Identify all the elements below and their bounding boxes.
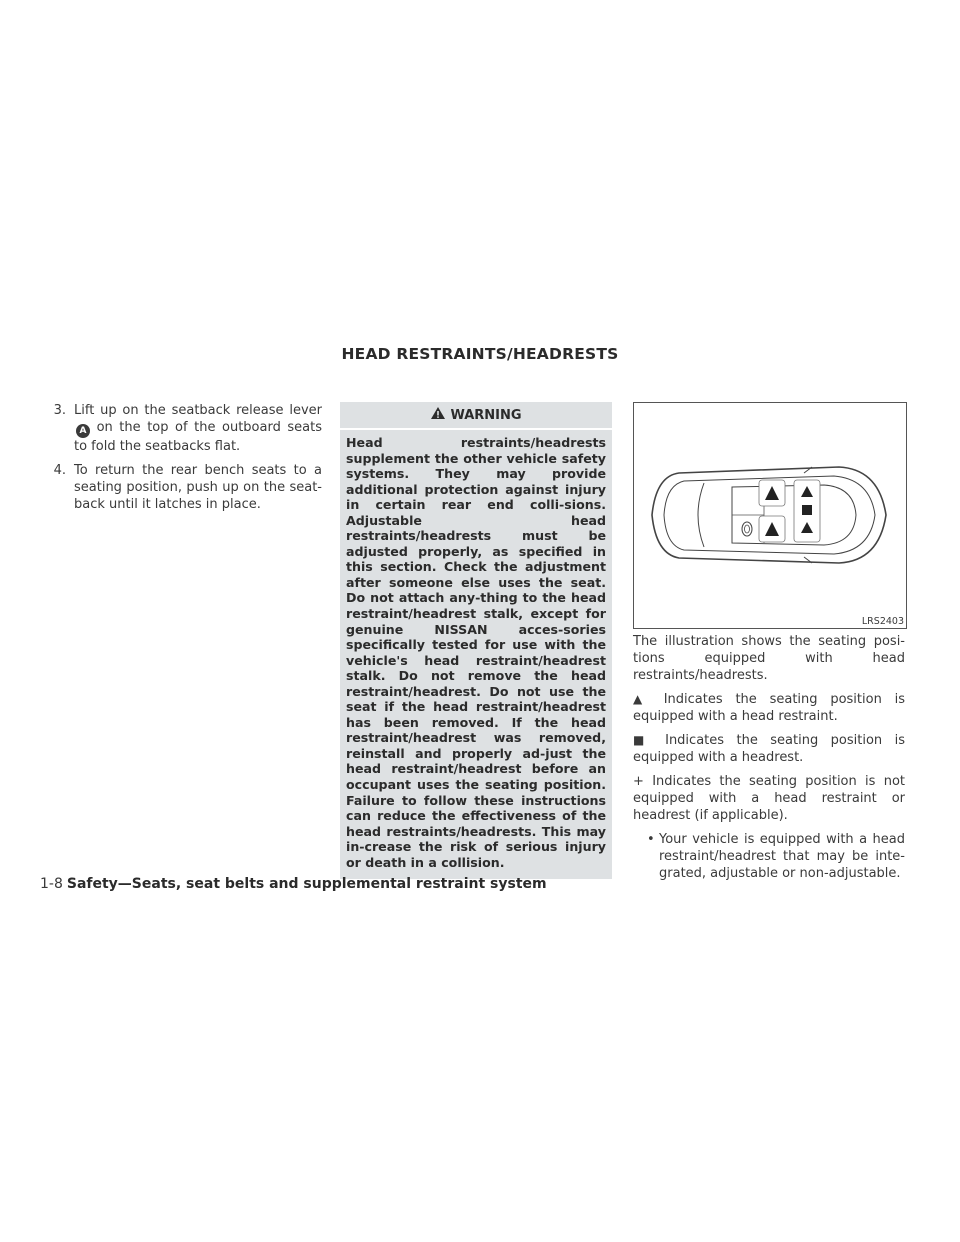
warning-header [340,402,612,430]
bullet-icon: • [647,832,655,847]
step-text-after: on the top of the outboard seats to fold the seatbacks flat. [74,420,322,454]
callout-a-icon: A [76,424,90,438]
triangle-legend [633,691,905,725]
step-number: 4. [53,463,66,478]
step-text-before: Lift up on the seatback release lever [74,403,322,418]
car-top-view-seating-diagram [634,403,906,628]
plus-legend-text: Indicates the seating position is not equipped with a head restraint or headrest (if applicable). [633,774,905,823]
figure-label: LRS2403 [861,616,904,627]
warning-box [340,402,612,879]
warning-text: Head restraints/headrests supplement the other vehicle safety systems. They may provide additional protection against injury in certain rear end colli-sions. Adjustable head restraints/headrests must be adjusted properly, as specified in this section. Check the adjustment after someone else uses the seat. Do not attach any-thing to the head restraint/headrest stalk, except for genuine NISSAN acces-sories specifically tested for use with the vehicle's head restraint/headrest stalk. Do not remove the head restraint/headrest. Do not use the seat if the head restraint/headrest has been removed. If the head restraint/headrest was removed, reinstall and properly ad-just the head restraint/headrest before an occupant uses the seating position. Failure to follow these instructions can reduce the effectiveness of the head restraints/headrests. This may in-crease the risk of serious injury or death in a collision. [346,435,606,870]
square-legend [633,732,905,766]
figure-column [633,402,905,882]
steps-list [40,402,322,513]
seating-diagram-figure [633,402,907,629]
step-text: To return the rear bench seats to a seating position, push up on the seat-back until it latches in place. [74,463,322,512]
page-footer [40,876,547,892]
warning-triangle-icon [430,406,446,424]
plus-legend [633,773,905,824]
warning-column [340,402,612,879]
warning-title: WARNING [450,407,522,423]
square-legend-text: Indicates the seating position is equipped with a headrest. [633,733,905,765]
page-number: 1-8 [40,876,63,892]
square-icon: ■ [633,733,653,747]
bullet-item [633,831,905,882]
steps-column [40,402,322,520]
triangle-legend-text: Indicates the seating position is equipped with a head restraint. [633,692,905,724]
step-item-4 [40,462,322,513]
bullet-text: Your vehicle is equipped with a head restraint/headrest that may be inte-grated, adjustable or non-adjustable. [659,832,905,881]
section-title: HEAD RESTRAINTS/HEADRESTS [341,345,619,363]
step-item-3 [40,402,322,455]
plus-icon: + [633,774,644,789]
step-number: 3. [53,403,66,418]
intro-paragraph: The illustration shows the seating posi-tions equipped with head restraints/headrests. [633,634,905,683]
chapter-title: Safety—Seats, seat belts and supplemental restraint system [66,876,547,892]
triangle-icon: ▲ [633,692,651,706]
